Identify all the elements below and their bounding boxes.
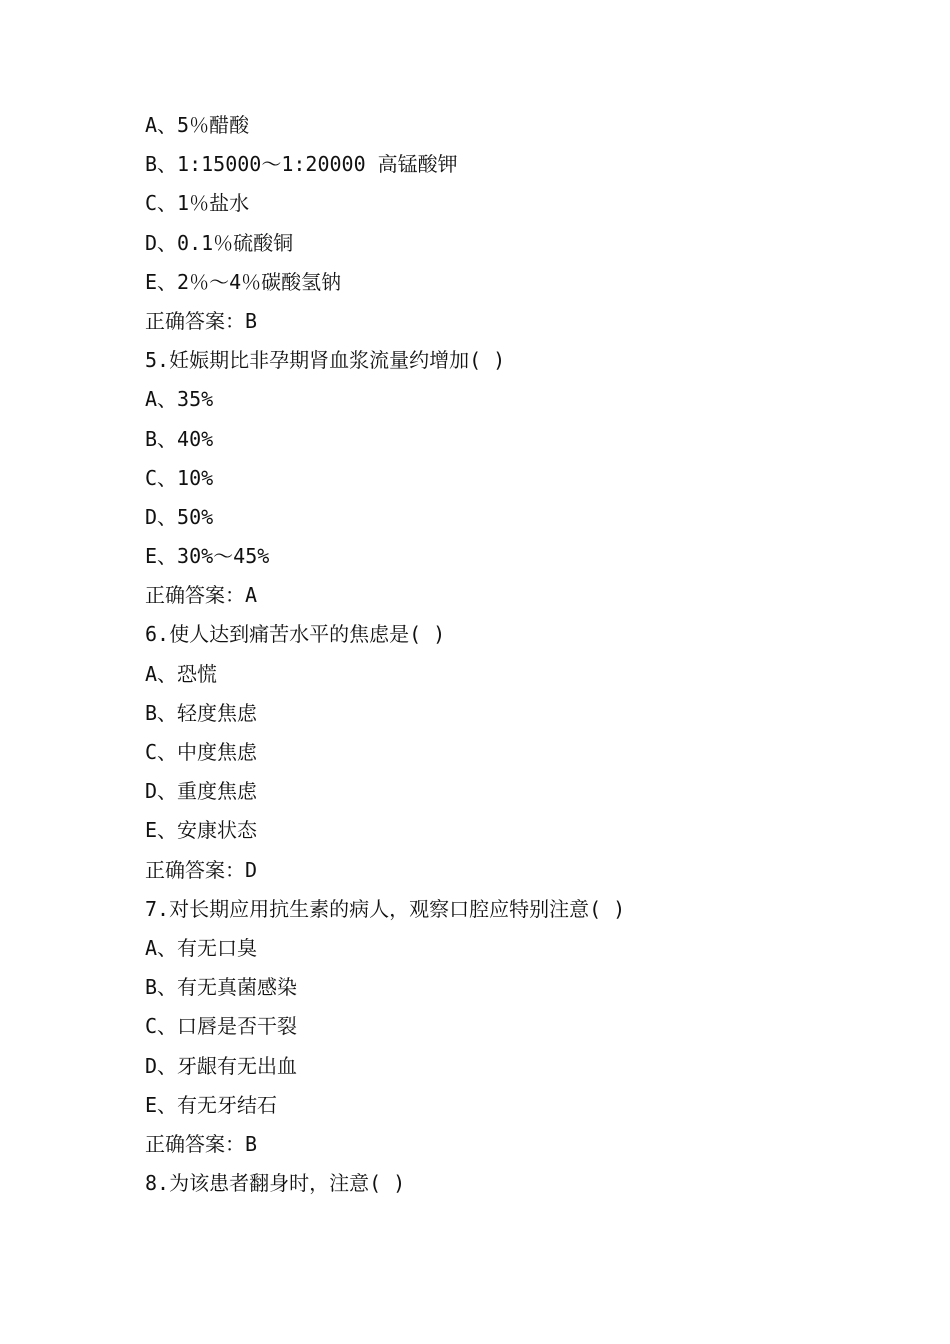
option-a: A、恐慌: [145, 661, 218, 686]
option-b: B、有无真菌感染: [145, 975, 298, 1000]
question-list: [145, 106, 905, 1203]
option-a: A、5％醋酸: [145, 113, 250, 137]
option-c: C、10%: [145, 465, 214, 490]
option-e: E、2％～4％碳酸氢钠: [145, 269, 342, 294]
correct-answer: 正确答案：B: [145, 308, 258, 333]
question-5: 5.妊娠期比非孕期肾血浆流量约增加( ): [145, 348, 506, 373]
option-b: B、轻度焦虑: [145, 700, 258, 725]
question-6: 6.使人达到痛苦水平的焦虑是( ): [145, 622, 446, 647]
option-a: A、有无口臭: [145, 935, 258, 960]
option-c: C、中度焦虑: [145, 740, 258, 764]
option-b: B、1:15000～1:20000 高锰酸钾: [145, 152, 458, 177]
option-e: E、30%～45%: [145, 544, 270, 569]
option-d: D、50%: [145, 504, 214, 529]
option-d: D、0.1％硫酸铜: [145, 230, 294, 255]
option-b: B、40%: [145, 426, 214, 451]
option-d: D、重度焦虑: [145, 779, 258, 804]
option-a: A、35%: [145, 387, 214, 412]
correct-answer: 正确答案：A: [145, 583, 258, 608]
question-7: 7.对长期应用抗生素的病人，观察口腔应特别注意( ): [145, 896, 626, 921]
option-c: C、1％盐水: [145, 191, 250, 216]
option-d: D、牙龈有无出血: [145, 1053, 298, 1078]
correct-answer: 正确答案：B: [145, 1131, 258, 1156]
option-e: E、有无牙结石: [145, 1092, 278, 1117]
option-c: C、口唇是否干裂: [145, 1014, 298, 1039]
question-8: 8.为该患者翻身时，注意( ): [145, 1171, 406, 1196]
correct-answer: 正确答案：D: [145, 857, 258, 882]
option-e: E、安康状态: [145, 818, 258, 843]
